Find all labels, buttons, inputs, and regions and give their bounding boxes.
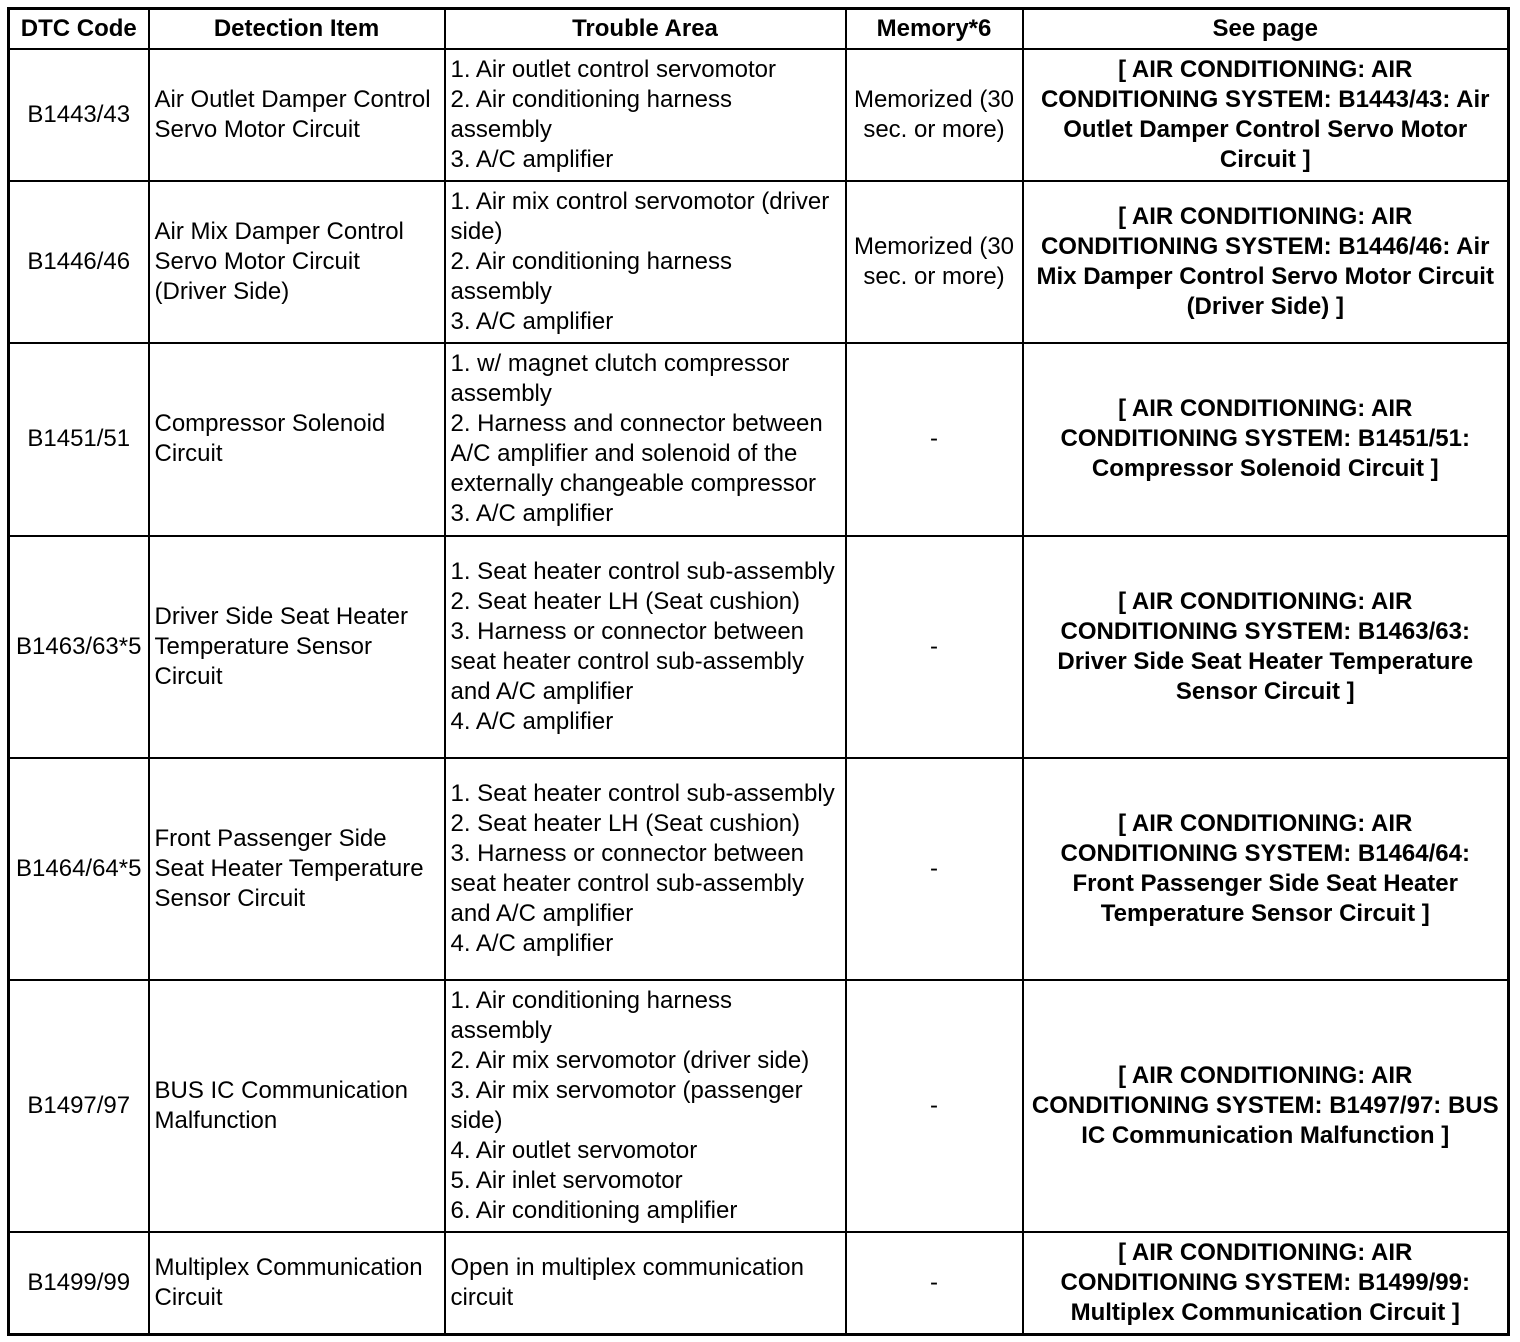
trouble-area-line: 1. Air mix control servomotor (driver side) <box>450 188 830 246</box>
header-detection-item: Detection Item <box>149 9 445 50</box>
trouble-area <box>445 536 846 758</box>
trouble-area-line: 4. A/C amplifier <box>450 707 614 735</box>
table-header <box>9 9 1509 50</box>
header-memory: Memory*6 <box>846 9 1023 50</box>
dtc-code: B1463/63*5 <box>9 536 149 758</box>
detection-item: Air Outlet Damper Control Servo Motor Circuit <box>149 49 445 181</box>
dtc-table <box>7 7 1510 1336</box>
trouble-area-line: 1. w/ magnet clutch compressor assembly <box>450 350 790 408</box>
trouble-area <box>445 49 846 181</box>
header-row <box>9 9 1509 50</box>
see-page-link[interactable]: [ AIR CONDITIONING: AIR CONDITIONING SYSTEM: B1499/99: Multiplex Communication Circuit ] <box>1023 1232 1509 1334</box>
see-page-link[interactable]: [ AIR CONDITIONING: AIR CONDITIONING SYSTEM: B1443/43: Air Outlet Damper Control Servo Motor Circuit ] <box>1023 49 1509 181</box>
dtc-code: B1464/64*5 <box>9 758 149 980</box>
see-page-link[interactable]: [ AIR CONDITIONING: AIR CONDITIONING SYSTEM: B1464/64: Front Passenger Side Seat Heater Temperature Sensor Circuit ] <box>1023 758 1509 980</box>
trouble-area-line: 5. Air inlet servomotor <box>450 1167 683 1195</box>
dtc-code: B1451/51 <box>9 343 149 535</box>
trouble-area-line: 3. Harness or connector between seat heater control sub-assembly and A/C amplifier <box>450 617 805 705</box>
memory-status: Memorized (30 sec. or more) <box>846 49 1023 181</box>
header-trouble-area: Trouble Area <box>445 9 846 50</box>
trouble-area <box>445 980 846 1232</box>
trouble-area-line: 2. Air conditioning harness assembly <box>450 248 733 306</box>
see-page-link[interactable]: [ AIR CONDITIONING: AIR CONDITIONING SYSTEM: B1446/46: Air Mix Damper Control Servo Motor Circuit (Driver Side) ] <box>1023 181 1509 343</box>
dtc-code: B1497/97 <box>9 980 149 1232</box>
see-page-link[interactable]: [ AIR CONDITIONING: AIR CONDITIONING SYSTEM: B1497/97: BUS IC Communication Malfunction ] <box>1023 980 1509 1232</box>
dtc-code: B1446/46 <box>9 181 149 343</box>
detection-item: Driver Side Seat Heater Temperature Sensor Circuit <box>149 536 445 758</box>
header-dtc-code: DTC Code <box>9 9 149 50</box>
trouble-area-line: 3. A/C amplifier <box>450 500 614 528</box>
detection-item: Multiplex Communication Circuit <box>149 1232 445 1334</box>
trouble-area-line: 3. Harness or connector between seat heater control sub-assembly and A/C amplifier <box>450 839 805 927</box>
table-row <box>9 1232 1509 1334</box>
trouble-area-line: 2. Air mix servomotor (driver side) <box>450 1047 810 1075</box>
see-page-link[interactable]: [ AIR CONDITIONING: AIR CONDITIONING SYSTEM: B1463/63: Driver Side Seat Heater Temperature Sensor Circuit ] <box>1023 536 1509 758</box>
trouble-area-line: 3. A/C amplifier <box>450 308 614 336</box>
trouble-area-line: 3. A/C amplifier <box>450 146 614 174</box>
table-row <box>9 49 1509 181</box>
trouble-area-line: 3. Air mix servomotor (passenger side) <box>450 1077 803 1135</box>
trouble-area-line: 2. Air conditioning harness assembly <box>450 86 733 144</box>
detection-item: BUS IC Communication Malfunction <box>149 980 445 1232</box>
table-body <box>9 49 1509 1335</box>
table-row <box>9 758 1509 980</box>
memory-status: - <box>846 1232 1023 1334</box>
header-see-page: See page <box>1023 9 1509 50</box>
dtc-code: B1443/43 <box>9 49 149 181</box>
trouble-area <box>445 343 846 535</box>
trouble-area <box>445 181 846 343</box>
trouble-area-line: 2. Seat heater LH (Seat cushion) <box>450 587 801 615</box>
trouble-area-line: 1. Air conditioning harness assembly <box>450 987 733 1045</box>
trouble-area-line: 2. Harness and connector between A/C amplifier and solenoid of the externally changeable compressor <box>450 410 823 498</box>
trouble-area-line: 6. Air conditioning amplifier <box>450 1197 738 1225</box>
memory-status: - <box>846 536 1023 758</box>
table-row <box>9 536 1509 758</box>
detection-item: Compressor Solenoid Circuit <box>149 343 445 535</box>
trouble-area-line: 4. Air outlet servomotor <box>450 1137 698 1165</box>
table-row <box>9 980 1509 1232</box>
trouble-area-line: 1. Air outlet control servomotor <box>450 56 776 84</box>
dtc-code: B1499/99 <box>9 1232 149 1334</box>
trouble-area <box>445 758 846 980</box>
detection-item: Air Mix Damper Control Servo Motor Circuit (Driver Side) <box>149 181 445 343</box>
see-page-link[interactable]: [ AIR CONDITIONING: AIR CONDITIONING SYSTEM: B1451/51: Compressor Solenoid Circuit ] <box>1023 343 1509 535</box>
trouble-area <box>445 1232 846 1334</box>
memory-status: Memorized (30 sec. or more) <box>846 181 1023 343</box>
table-row <box>9 181 1509 343</box>
memory-status: - <box>846 758 1023 980</box>
trouble-area-line: 1. Seat heater control sub-assembly <box>450 557 835 585</box>
trouble-area-line: 2. Seat heater LH (Seat cushion) <box>450 809 801 837</box>
memory-status: - <box>846 980 1023 1232</box>
trouble-area-line: Open in multiplex communication circuit <box>450 1254 804 1312</box>
detection-item: Front Passenger Side Seat Heater Temperature Sensor Circuit <box>149 758 445 980</box>
table-row <box>9 343 1509 535</box>
trouble-area-line: 4. A/C amplifier <box>450 929 614 957</box>
trouble-area-line: 1. Seat heater control sub-assembly <box>450 779 835 807</box>
memory-status: - <box>846 343 1023 535</box>
